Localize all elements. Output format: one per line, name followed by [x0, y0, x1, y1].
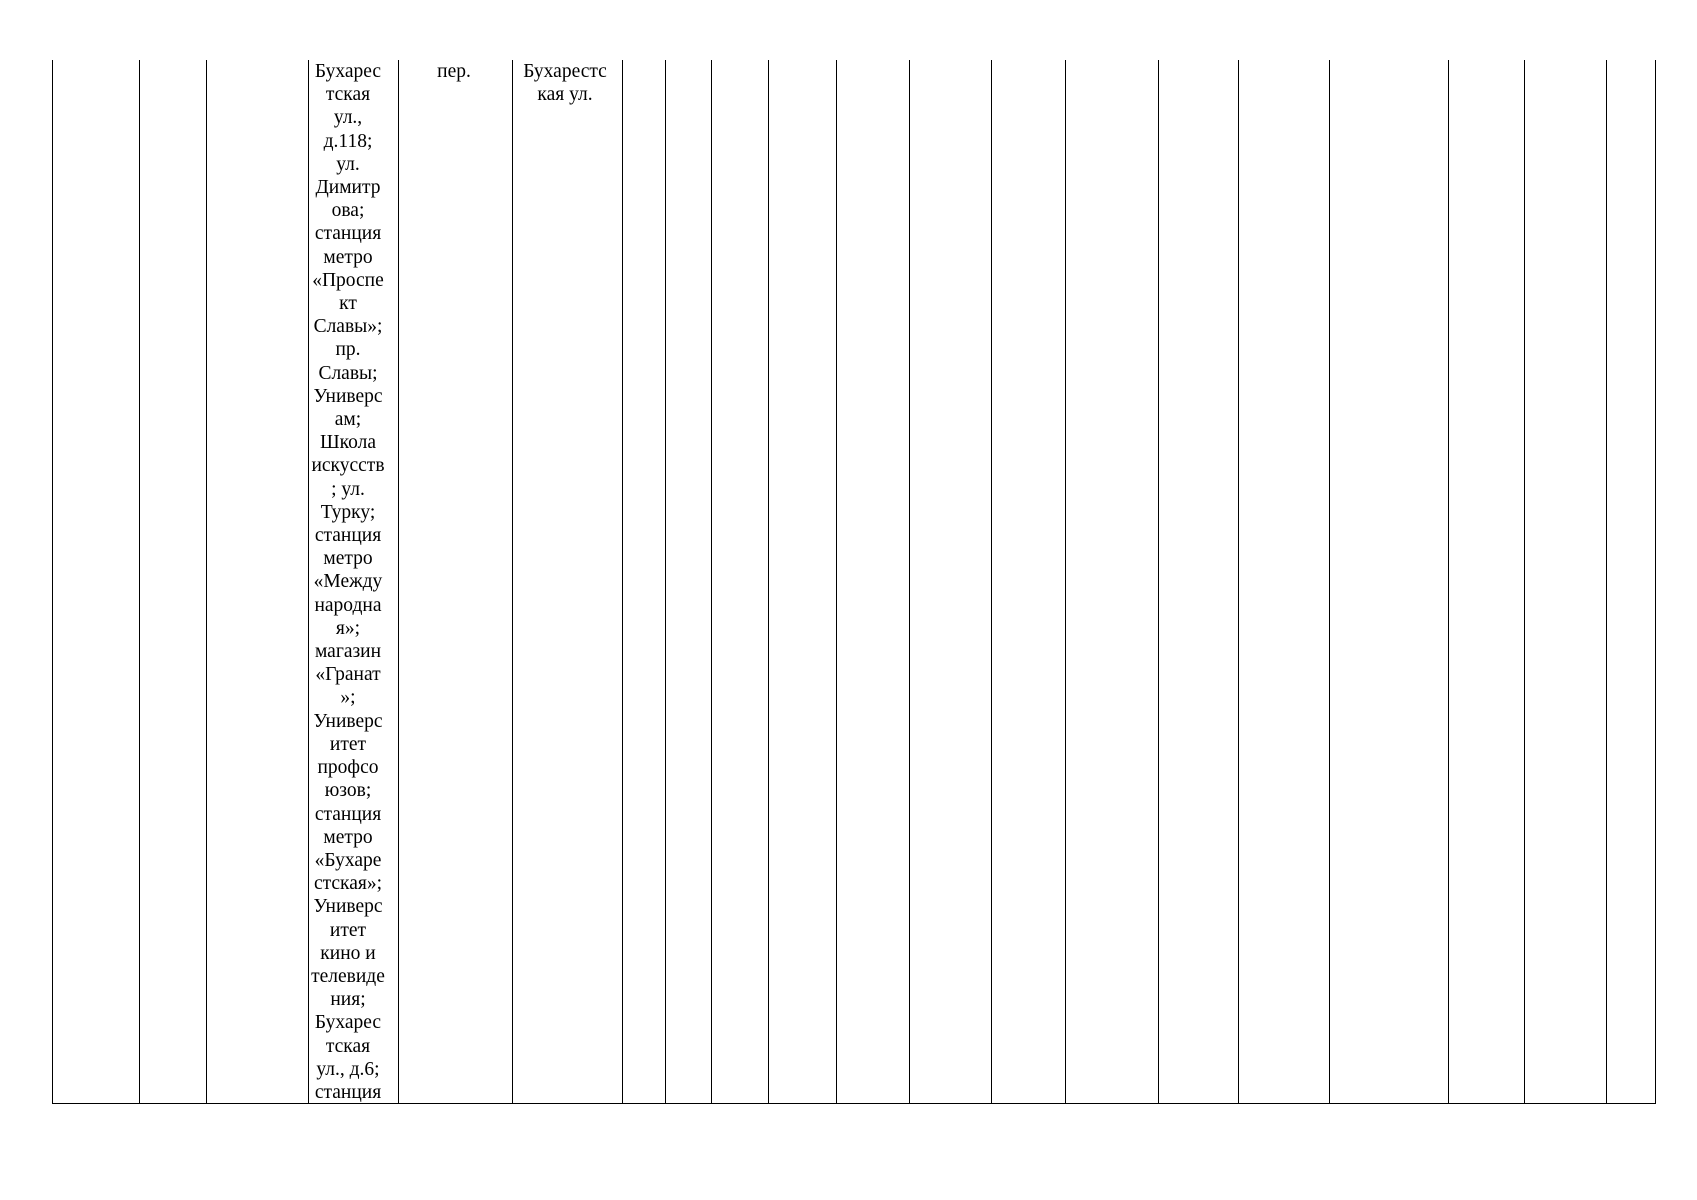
- column-rule: [1606, 60, 1607, 1103]
- street-name-cell: Бухарестс кая ул.: [523, 61, 607, 106]
- stops-list-cell: Бухарес тская ул., д.118; ул. Димитр ова; станция метро «Проспе кт Славы»; пр. Славы; Универс ам; Школа искусств ; ул. Турку; станция метро «Между народна я»; магазин «Гранат »; Универс итет профсо юзов; станция метро «Бухаре стская»; Универс итет кино и телевиде ния; Бухарес тская ул., д.6; станция: [311, 61, 385, 1103]
- column-rule: [622, 60, 623, 1103]
- column-rule: [909, 60, 910, 1103]
- column-rule: [1329, 60, 1330, 1103]
- column-rule: [1448, 60, 1449, 1103]
- column-rule: [1065, 60, 1066, 1103]
- column-rule: [1158, 60, 1159, 1103]
- column-rule: [1524, 60, 1525, 1103]
- column-rule: [512, 60, 513, 1103]
- route-table-fragment: [52, 60, 1656, 1104]
- column-rule: [1655, 60, 1656, 1103]
- column-rule: [206, 60, 207, 1103]
- street-type-cell: пер.: [437, 61, 471, 82]
- column-rule: [139, 60, 140, 1103]
- column-rule: [991, 60, 992, 1103]
- column-rule: [711, 60, 712, 1103]
- column-rule: [768, 60, 769, 1103]
- column-rule: [665, 60, 666, 1103]
- column-rule: [1238, 60, 1239, 1103]
- column-rule: [398, 60, 399, 1103]
- column-rule: [836, 60, 837, 1103]
- column-rule: [52, 60, 53, 1103]
